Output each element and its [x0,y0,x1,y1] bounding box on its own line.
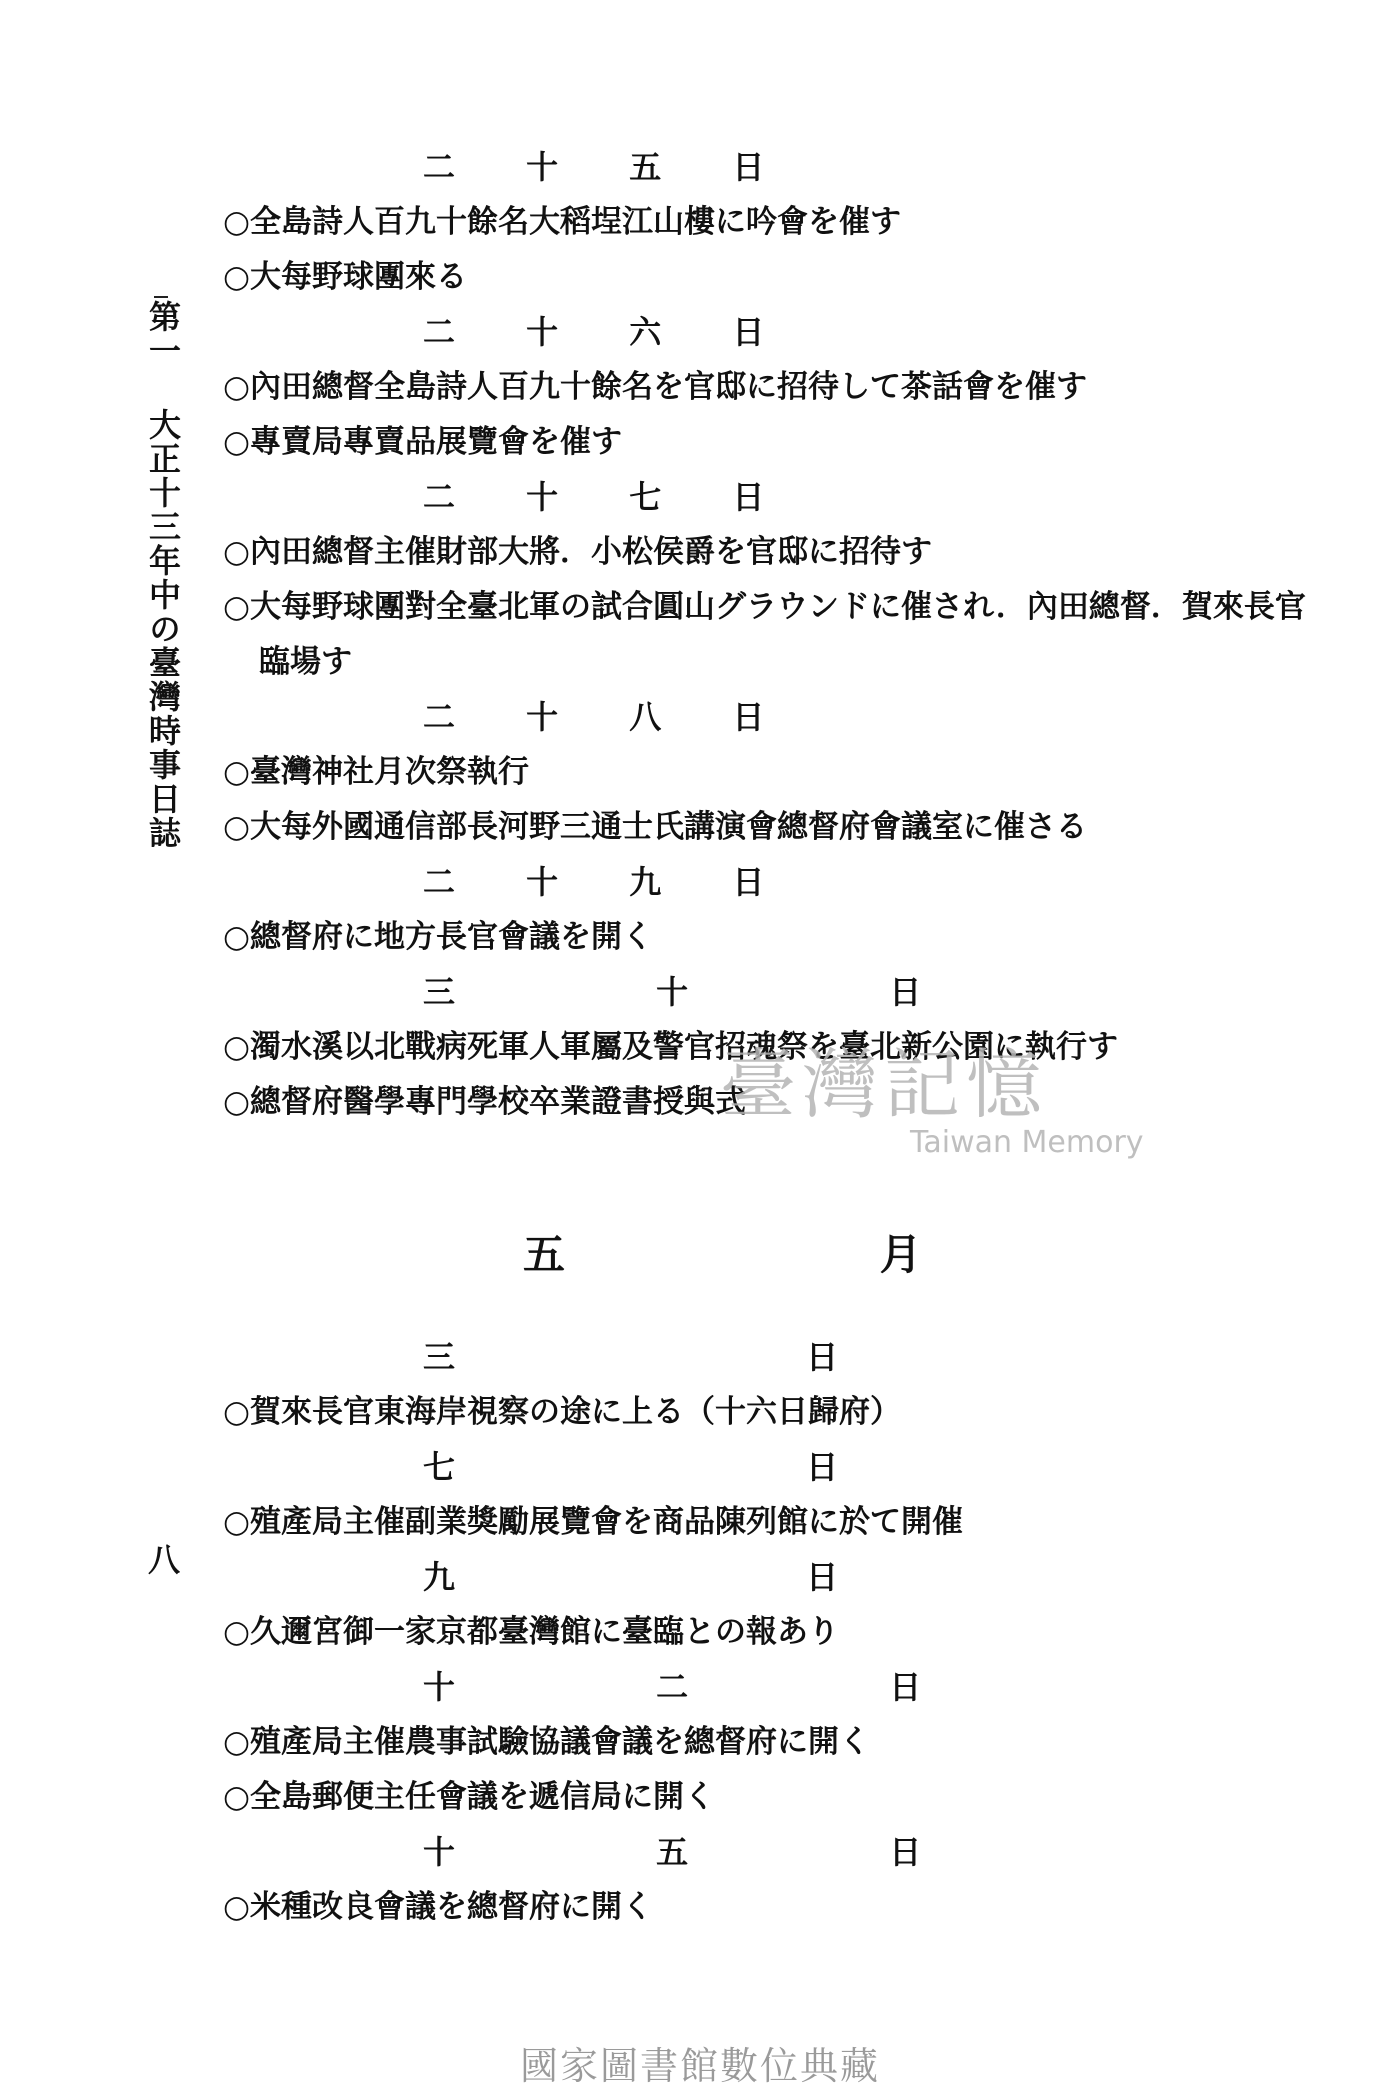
running-header [143,300,183,850]
watermark-logo-text: 臺灣記憶 [720,1040,1048,1129]
day-heading: 十 二 日 [423,1668,1017,1706]
running-header-chapter: 第一 [144,300,182,368]
header-rule [154,296,168,298]
archive-credit: 國家圖書館數位典藏 [519,2044,880,2088]
day-heading: 二 十 七 日 [423,478,795,516]
diary-entry: ○全島詩人百九十餘名大稻埕江山樓に吟會を催す [223,204,902,240]
diary-entry: ○殖產局主催副業獎勵展覽會を商品陳列館に於て開催 [223,1504,964,1540]
watermark-subtitle: Taiwan Memory [910,1125,1144,1160]
diary-entry: ○米種改良會議を總督府に開く [223,1889,654,1925]
day-heading: 七 日 [423,1448,1009,1486]
diary-entry: ○濁水溪以北戰病死軍人軍屬及警官招魂祭を臺北新公園に執行す [223,1029,1119,1065]
diary-entry: ○專賣局專賣品展覽會を催す [223,424,623,460]
day-heading: 二 十 九 日 [423,863,795,901]
page-number: 八 [148,1541,181,1579]
running-header-title: 大正十三年中の臺灣時事日誌 [144,408,182,850]
diary-entry: ○總督府に地方長官會議を開く [223,919,654,955]
day-heading: 二 十 六 日 [423,313,795,351]
diary-entry: ○總督府醫學專門學校卒業證書授與式 [223,1084,747,1120]
month-heading: 五 月 [523,1230,1072,1279]
diary-entry: ○內田總督全島詩人百九十餘名を官邸に招待して茶話會を催す [223,369,1088,405]
diary-entry: ○殖產局主催農事試驗協議會議を總督府に開く [223,1724,871,1760]
diary-entry: ○久邇宮御一家京都臺灣館に臺臨との報あり [223,1614,840,1650]
diary-entry: ○大每外國通信部長河野三通士氏講演會總督府會議室に催さる [223,809,1088,845]
diary-entry: ○臺灣神社月次祭執行 [223,754,530,790]
diary-entry: ○全島郵便主任會議を遞信局に開く [223,1779,716,1815]
diary-entry: ○大每野球團來る [223,259,468,295]
taiwan-memory-watermark [720,1040,1144,1161]
diary-content [223,140,1313,1935]
day-heading: 三 十 日 [423,973,1017,1011]
day-heading: 二 十 八 日 [423,698,795,736]
day-heading: 三 日 [423,1338,1009,1376]
day-heading: 九 日 [423,1558,1009,1596]
day-heading: 二 十 五 日 [423,148,795,186]
diary-entry: ○賀來長官東海岸視察の途に上る（十六日歸府） [223,1394,902,1430]
diary-entry: ○大每野球團對全臺北軍の試合圓山グラウンドに催され．內田總督．賀來長官臨場す [223,589,1306,680]
day-heading: 十 五 日 [423,1833,1017,1871]
diary-entry: ○內田總督主催財部大將．小松侯爵を官邸に招待す [223,534,933,570]
